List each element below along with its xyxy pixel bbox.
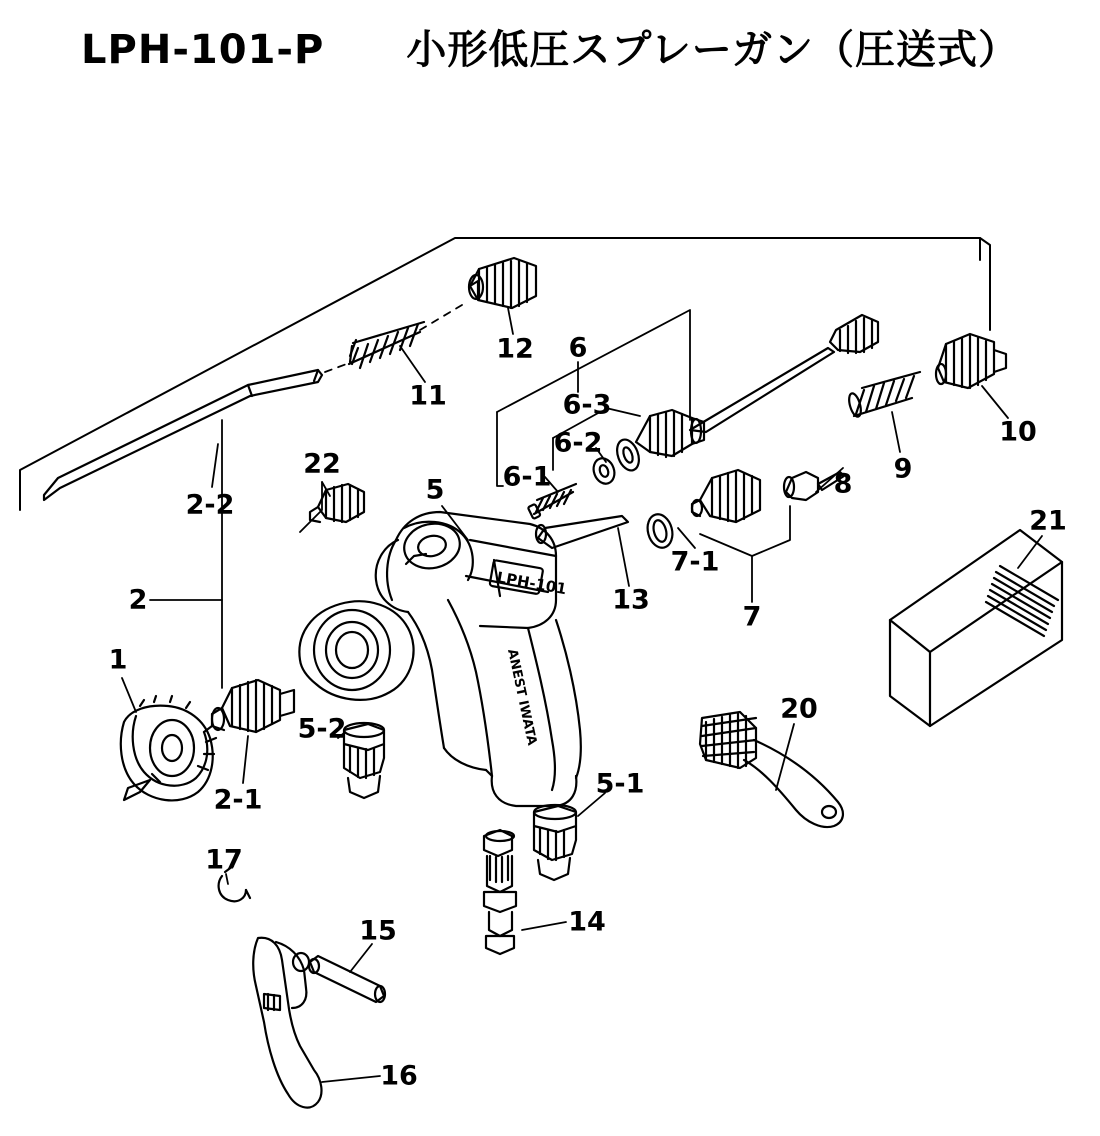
callout-5-2: 5-2 xyxy=(297,713,347,745)
callout-6-2: 6-2 xyxy=(553,427,603,459)
callout-7-1: 7-1 xyxy=(670,546,720,578)
part-trigger-pin xyxy=(309,956,385,1002)
callout-2-1: 2-1 xyxy=(213,784,263,816)
part-cleaning-brush xyxy=(700,712,843,827)
part-gun-body xyxy=(299,512,580,806)
callout-15: 15 xyxy=(359,915,397,947)
callout-6: 6 xyxy=(568,332,588,364)
callout-22: 22 xyxy=(303,448,341,480)
body-model-marking: LPH-101 xyxy=(495,568,569,599)
callout-20: 20 xyxy=(780,693,818,725)
leader-lines xyxy=(122,308,1042,1082)
callout-7: 7 xyxy=(742,601,762,633)
part-pattern-adjust-rod xyxy=(536,516,628,548)
callout-11: 11 xyxy=(409,380,447,412)
callout-21: 21 xyxy=(1029,505,1067,537)
body-brand-marking: ANEST IWATA xyxy=(504,647,540,747)
part-fluid-packing-screw xyxy=(484,830,516,954)
part-plug-screw xyxy=(310,484,364,522)
callout-2-2: 2-2 xyxy=(185,489,235,521)
part-fluid-nozzle xyxy=(212,680,294,732)
callout-10: 10 xyxy=(999,416,1037,448)
part-air-inlet-nipple xyxy=(534,805,576,880)
part-air-valve-assembly xyxy=(692,470,760,522)
part-needle-spring xyxy=(349,322,424,368)
part-air-valve-o-ring xyxy=(644,511,676,550)
part-pattern-adjust-body xyxy=(636,410,704,457)
page-title: LPH-101-P 小形低圧スプレーガン（圧送式） xyxy=(81,27,1019,73)
callout-9: 9 xyxy=(893,453,913,485)
part-pattern-valve-seat xyxy=(613,437,643,474)
callout-1: 1 xyxy=(108,644,128,676)
callout-8: 8 xyxy=(833,468,853,500)
callout-5-1: 5-1 xyxy=(595,768,645,800)
part-fluid-inlet-nipple xyxy=(344,723,384,798)
assembly-dashed-line xyxy=(325,305,462,372)
callout-17: 17 xyxy=(205,844,243,876)
callout-2: 2 xyxy=(128,584,148,616)
callout-5: 5 xyxy=(425,474,445,506)
part-air-valve-spring xyxy=(847,372,920,418)
part-needle-adjust-knob xyxy=(469,258,536,308)
part-air-valve-bushing xyxy=(936,334,1006,388)
part-pattern-adjust-stem xyxy=(690,315,878,432)
callout-14: 14 xyxy=(568,906,606,938)
callout-6-1: 6-1 xyxy=(502,461,552,493)
part-cleaning-sleeve xyxy=(890,530,1062,726)
callout-6-3: 6-3 xyxy=(562,389,612,421)
callout-16: 16 xyxy=(380,1060,418,1092)
callout-12: 12 xyxy=(496,333,534,365)
callout-13: 13 xyxy=(612,584,650,616)
